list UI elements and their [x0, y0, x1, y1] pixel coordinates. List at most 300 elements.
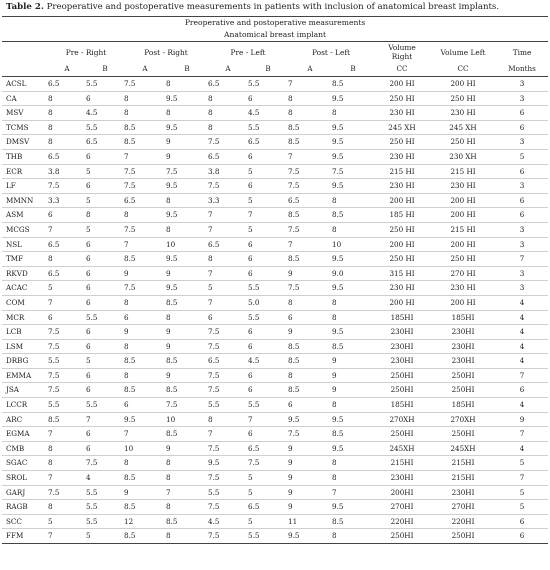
value-cell: 230HI: [374, 354, 430, 369]
value-cell: 230HI: [430, 325, 496, 340]
value-cell: 6: [496, 106, 548, 121]
table-row: [2, 354, 548, 369]
group-post-left: Post - Left: [311, 47, 351, 57]
subheader-b: B: [166, 62, 208, 77]
value-cell: 4: [496, 295, 548, 310]
subheader-a: A: [124, 62, 166, 77]
value-cell: 200 HI: [374, 295, 430, 310]
value-cell: 7: [124, 149, 166, 164]
value-cell: 270HI: [374, 500, 430, 515]
value-cell: 215HI: [430, 456, 496, 471]
value-cell: 9: [288, 500, 332, 515]
value-cell: 220HI: [430, 514, 496, 529]
value-cell: 7: [124, 427, 166, 442]
value-cell: 7.5: [208, 368, 248, 383]
value-cell: 7.5: [124, 222, 166, 237]
value-cell: 6: [86, 149, 124, 164]
value-cell: 230 HI: [430, 281, 496, 296]
value-cell: 8: [288, 295, 332, 310]
value-cell: 6: [248, 266, 288, 281]
value-cell: 6: [288, 398, 332, 413]
value-cell: 8: [332, 471, 374, 486]
value-cell: 5.5: [208, 398, 248, 413]
value-cell: 230HI: [374, 339, 430, 354]
value-cell: 8: [166, 456, 208, 471]
value-cell: 8: [124, 339, 166, 354]
value-cell: 4.5: [248, 106, 288, 121]
value-cell: 245 XH: [430, 120, 496, 135]
patient-id-cell: JSA: [2, 383, 48, 398]
patient-id-cell: LCCR: [2, 398, 48, 413]
patient-id-cell: THB: [2, 149, 48, 164]
table-row: [2, 456, 548, 471]
value-cell: 8.5: [288, 383, 332, 398]
value-cell: 5.5: [86, 514, 124, 529]
value-cell: 8: [48, 135, 86, 150]
value-cell: 8.5: [288, 120, 332, 135]
value-cell: 200 HI: [430, 237, 496, 252]
value-cell: 3.8: [208, 164, 248, 179]
patient-id-cell: SROL: [2, 471, 48, 486]
value-cell: 7: [48, 295, 86, 310]
value-cell: 8: [332, 193, 374, 208]
subheader-cc: CC: [374, 62, 430, 77]
value-cell: 5: [248, 164, 288, 179]
value-cell: 7.5: [208, 179, 248, 194]
value-cell: 230 HI: [374, 179, 430, 194]
table-row: [2, 529, 548, 544]
value-cell: 8.5: [288, 135, 332, 150]
value-cell: 6.5: [208, 354, 248, 369]
value-cell: 8: [166, 529, 208, 544]
value-cell: 7: [124, 237, 166, 252]
table-row: [2, 193, 548, 208]
value-cell: 8.5: [124, 529, 166, 544]
patient-id-cell: RAGB: [2, 500, 48, 515]
patient-id-cell: COM: [2, 295, 48, 310]
value-cell: 7.5: [124, 164, 166, 179]
table-row: [2, 368, 548, 383]
value-cell: 185HI: [430, 310, 496, 325]
value-cell: 7.5: [48, 485, 86, 500]
table-row: [2, 237, 548, 252]
value-cell: 6: [496, 383, 548, 398]
table-row: [2, 500, 548, 515]
table-row: [2, 164, 548, 179]
value-cell: 3: [496, 222, 548, 237]
value-cell: 7.5: [208, 135, 248, 150]
value-cell: 10: [332, 237, 374, 252]
value-cell: 7.5: [166, 164, 208, 179]
value-cell: 5.5: [48, 398, 86, 413]
value-cell: 270XH: [430, 412, 496, 427]
value-cell: 8: [332, 310, 374, 325]
value-cell: 9.5: [332, 412, 374, 427]
value-cell: 245 XH: [374, 120, 430, 135]
value-cell: 6: [208, 310, 248, 325]
value-cell: 9.5: [166, 120, 208, 135]
value-cell: 8: [166, 310, 208, 325]
value-cell: 9: [166, 149, 208, 164]
value-cell: 5.5: [48, 354, 86, 369]
value-cell: 6.5: [208, 77, 248, 92]
value-cell: 8: [48, 456, 86, 471]
value-cell: 7.5: [332, 164, 374, 179]
value-cell: 6: [496, 164, 548, 179]
value-cell: 7.5: [208, 325, 248, 340]
value-cell: 9: [166, 441, 208, 456]
value-cell: 6: [248, 325, 288, 340]
value-cell: 7.5: [208, 500, 248, 515]
patient-id-cell: RKVD: [2, 266, 48, 281]
value-cell: 9.5: [332, 149, 374, 164]
value-cell: 8: [332, 295, 374, 310]
value-cell: 7.5: [166, 398, 208, 413]
value-cell: 7.5: [48, 179, 86, 194]
value-cell: 9.5: [288, 529, 332, 544]
value-cell: 7: [332, 485, 374, 500]
value-cell: 3: [496, 135, 548, 150]
value-cell: 200 HI: [430, 77, 496, 92]
value-cell: 8.5: [166, 295, 208, 310]
subheader-a: A: [288, 62, 332, 77]
value-cell: 8: [332, 222, 374, 237]
table-row: [2, 325, 548, 340]
caption-text: Preoperative and postoperative measurements in patients with inclusion of anatomical breast implants.: [43, 2, 500, 12]
value-cell: 7.5: [124, 281, 166, 296]
value-cell: 185HI: [374, 398, 430, 413]
value-cell: 200HI: [374, 485, 430, 500]
value-cell: 3.8: [48, 164, 86, 179]
value-cell: 5: [496, 149, 548, 164]
value-cell: 8: [288, 106, 332, 121]
value-cell: 6: [86, 237, 124, 252]
value-cell: 7.5: [208, 441, 248, 456]
value-cell: 3: [496, 281, 548, 296]
value-cell: 250HI: [374, 427, 430, 442]
value-cell: 7.5: [86, 456, 124, 471]
value-cell: 8: [166, 471, 208, 486]
value-cell: 7.5: [208, 339, 248, 354]
table-row: [2, 485, 548, 500]
value-cell: 5.5: [248, 77, 288, 92]
value-cell: 5.5: [208, 485, 248, 500]
value-cell: 230HI: [430, 354, 496, 369]
value-cell: 8: [124, 208, 166, 223]
patient-id-cell: MMNN: [2, 193, 48, 208]
value-cell: 5.5: [86, 485, 124, 500]
value-cell: 230HI: [430, 339, 496, 354]
table-row: [2, 149, 548, 164]
value-cell: 8.5: [124, 120, 166, 135]
value-cell: 6.5: [86, 135, 124, 150]
subheader-b: B: [248, 62, 288, 77]
table-row: [2, 135, 548, 150]
value-cell: 250 HI: [430, 135, 496, 150]
value-cell: 6: [496, 529, 548, 544]
value-cell: 7.5: [288, 427, 332, 442]
value-cell: 250 HI: [374, 91, 430, 106]
value-cell: 250HI: [374, 529, 430, 544]
value-cell: 4: [86, 471, 124, 486]
value-cell: 5.5: [86, 120, 124, 135]
value-cell: 9.5: [332, 91, 374, 106]
value-cell: 9.5: [166, 179, 208, 194]
value-cell: 8: [48, 441, 86, 456]
value-cell: 6: [86, 295, 124, 310]
value-cell: 250HI: [430, 368, 496, 383]
value-cell: 230HI: [374, 471, 430, 486]
value-cell: 5.5: [86, 310, 124, 325]
value-cell: 7: [288, 149, 332, 164]
patient-id-cell: TMF: [2, 252, 48, 267]
value-cell: 9.5: [332, 325, 374, 340]
value-cell: 230HI: [430, 485, 496, 500]
value-cell: 8: [332, 456, 374, 471]
patient-id-cell: SCC: [2, 514, 48, 529]
table-row: [2, 208, 548, 223]
value-cell: 7.5: [288, 222, 332, 237]
value-cell: 6: [496, 514, 548, 529]
patient-id-cell: ACSL: [2, 77, 48, 92]
value-cell: 8.5: [288, 252, 332, 267]
value-cell: 6.5: [208, 149, 248, 164]
patient-id-cell: SGAC: [2, 456, 48, 471]
value-cell: 6: [288, 310, 332, 325]
value-cell: 6.5: [248, 500, 288, 515]
value-cell: 8: [332, 106, 374, 121]
value-cell: 6: [248, 383, 288, 398]
table-row: [2, 252, 548, 267]
patient-id-cell: ACAC: [2, 281, 48, 296]
value-cell: 4.5: [208, 514, 248, 529]
blank-subheader: [2, 62, 48, 77]
value-cell: 8: [166, 500, 208, 515]
patient-id-cell: DRBG: [2, 354, 48, 369]
volume-left-header: Volume Left: [440, 47, 486, 57]
value-cell: 6: [124, 398, 166, 413]
value-cell: 6.5: [48, 149, 86, 164]
value-cell: 9.5: [288, 412, 332, 427]
value-cell: 7.5: [208, 471, 248, 486]
value-cell: 250 HI: [430, 252, 496, 267]
value-cell: 8: [166, 106, 208, 121]
value-cell: 200 HI: [430, 295, 496, 310]
value-cell: 5: [248, 514, 288, 529]
value-cell: 9: [288, 471, 332, 486]
value-cell: 5.5: [86, 77, 124, 92]
value-cell: 5: [86, 222, 124, 237]
value-cell: 7.5: [124, 179, 166, 194]
value-cell: 5: [496, 456, 548, 471]
value-cell: 6: [124, 310, 166, 325]
value-cell: 7.5: [48, 383, 86, 398]
time-header: Time: [512, 47, 532, 57]
value-cell: 215 HI: [430, 164, 496, 179]
value-cell: 8: [208, 412, 248, 427]
value-cell: 220HI: [374, 514, 430, 529]
value-cell: 230HI: [374, 325, 430, 340]
value-cell: 9: [332, 383, 374, 398]
value-cell: 5: [496, 485, 548, 500]
value-cell: 9.5: [166, 281, 208, 296]
value-cell: 8: [166, 193, 208, 208]
value-cell: 6: [48, 310, 86, 325]
value-cell: 4: [496, 339, 548, 354]
value-cell: 8.5: [124, 471, 166, 486]
value-cell: 6: [86, 427, 124, 442]
value-cell: 7: [248, 412, 288, 427]
value-cell: 3.3: [48, 193, 86, 208]
patient-id-cell: LCB: [2, 325, 48, 340]
value-cell: 200 HI: [374, 77, 430, 92]
value-cell: 9.5: [332, 252, 374, 267]
value-cell: 185HI: [430, 398, 496, 413]
value-cell: 200 HI: [430, 193, 496, 208]
value-cell: 5: [86, 193, 124, 208]
value-cell: 3.3: [208, 193, 248, 208]
value-cell: 7: [208, 295, 248, 310]
value-cell: 7.5: [48, 339, 86, 354]
patient-id-cell: ARC: [2, 412, 48, 427]
group-post-right: Post - Right: [144, 47, 188, 57]
value-cell: 6: [86, 266, 124, 281]
value-cell: 9.5: [332, 135, 374, 150]
value-cell: 5.0: [248, 295, 288, 310]
value-cell: 9: [288, 485, 332, 500]
value-cell: 8.5: [124, 354, 166, 369]
value-cell: 5.5: [86, 398, 124, 413]
value-cell: 7.5: [124, 77, 166, 92]
data-table-container: [2, 16, 548, 544]
subheader-b: B: [86, 62, 124, 77]
value-cell: 3: [496, 266, 548, 281]
table-row: [2, 295, 548, 310]
value-cell: 200 HI: [430, 208, 496, 223]
value-cell: 8: [208, 120, 248, 135]
value-cell: 8.5: [48, 412, 86, 427]
value-cell: 7.5: [288, 281, 332, 296]
patient-id-cell: NSL: [2, 237, 48, 252]
value-cell: 4: [496, 398, 548, 413]
table-row: [2, 514, 548, 529]
value-cell: 200 HI: [374, 193, 430, 208]
value-cell: 9: [332, 368, 374, 383]
value-cell: 230 HI: [374, 106, 430, 121]
value-cell: 9: [166, 266, 208, 281]
value-cell: 7: [496, 471, 548, 486]
table-title: Preoperative and postoperative measurements: [2, 17, 548, 30]
value-cell: 6.5: [48, 266, 86, 281]
value-cell: 6: [248, 91, 288, 106]
value-cell: 5.5: [248, 120, 288, 135]
value-cell: 6: [86, 325, 124, 340]
value-cell: 6: [86, 252, 124, 267]
value-cell: 250HI: [430, 383, 496, 398]
value-cell: 6.5: [208, 237, 248, 252]
value-cell: 250 HI: [374, 252, 430, 267]
value-cell: 9: [496, 412, 548, 427]
value-cell: 9.5: [332, 281, 374, 296]
value-cell: 185HI: [374, 310, 430, 325]
value-cell: 9: [124, 325, 166, 340]
value-cell: 4: [496, 310, 548, 325]
value-cell: 6: [248, 427, 288, 442]
table-header: [2, 17, 548, 77]
table-row: [2, 441, 548, 456]
value-cell: 6: [86, 91, 124, 106]
value-cell: 3: [496, 179, 548, 194]
value-cell: 8: [48, 91, 86, 106]
value-cell: 5: [248, 222, 288, 237]
value-cell: 8: [288, 91, 332, 106]
table-row: [2, 222, 548, 237]
value-cell: 5.5: [248, 529, 288, 544]
value-cell: 6.5: [124, 193, 166, 208]
value-cell: 8.5: [166, 354, 208, 369]
subheader-b: B: [332, 62, 374, 77]
value-cell: 5: [248, 193, 288, 208]
value-cell: 5: [248, 471, 288, 486]
value-cell: 9: [166, 339, 208, 354]
value-cell: 5.5: [86, 500, 124, 515]
value-cell: 245XH: [374, 441, 430, 456]
table-row: [2, 383, 548, 398]
value-cell: 6: [86, 339, 124, 354]
value-cell: 9.5: [332, 179, 374, 194]
value-cell: 8.5: [288, 354, 332, 369]
value-cell: 9.5: [208, 456, 248, 471]
value-cell: 185 HI: [374, 208, 430, 223]
value-cell: 8: [48, 106, 86, 121]
subheader-row: [2, 62, 548, 77]
value-cell: 9.0: [332, 266, 374, 281]
value-cell: 215 HI: [430, 222, 496, 237]
value-cell: 10: [166, 412, 208, 427]
value-cell: 6: [496, 120, 548, 135]
value-cell: 7: [208, 266, 248, 281]
value-cell: 8.5: [288, 339, 332, 354]
value-cell: 4.5: [248, 354, 288, 369]
value-cell: 7.5: [288, 179, 332, 194]
subheader-a: A: [208, 62, 248, 77]
value-cell: 250 HI: [374, 135, 430, 150]
value-cell: 250HI: [374, 368, 430, 383]
table-subtitle: Anatomical breast implant: [2, 29, 548, 42]
value-cell: 6: [248, 149, 288, 164]
value-cell: 8: [124, 295, 166, 310]
value-cell: 5: [86, 529, 124, 544]
value-cell: 7.5: [288, 164, 332, 179]
group-pre-right: Pre - Right: [65, 47, 107, 57]
measurements-table: [2, 16, 548, 544]
value-cell: 230 XH: [430, 149, 496, 164]
value-cell: 8: [86, 208, 124, 223]
value-cell: 250HI: [374, 383, 430, 398]
value-cell: 6: [248, 237, 288, 252]
value-cell: 6: [86, 441, 124, 456]
table-caption: [6, 2, 499, 12]
value-cell: 8.5: [332, 427, 374, 442]
value-cell: 4: [496, 325, 548, 340]
value-cell: 7: [208, 222, 248, 237]
value-cell: 5: [496, 500, 548, 515]
value-cell: 8: [124, 106, 166, 121]
value-cell: 5: [248, 485, 288, 500]
value-cell: 6: [248, 179, 288, 194]
table-row: [2, 427, 548, 442]
group-pre-left: Pre - Left: [230, 47, 266, 57]
